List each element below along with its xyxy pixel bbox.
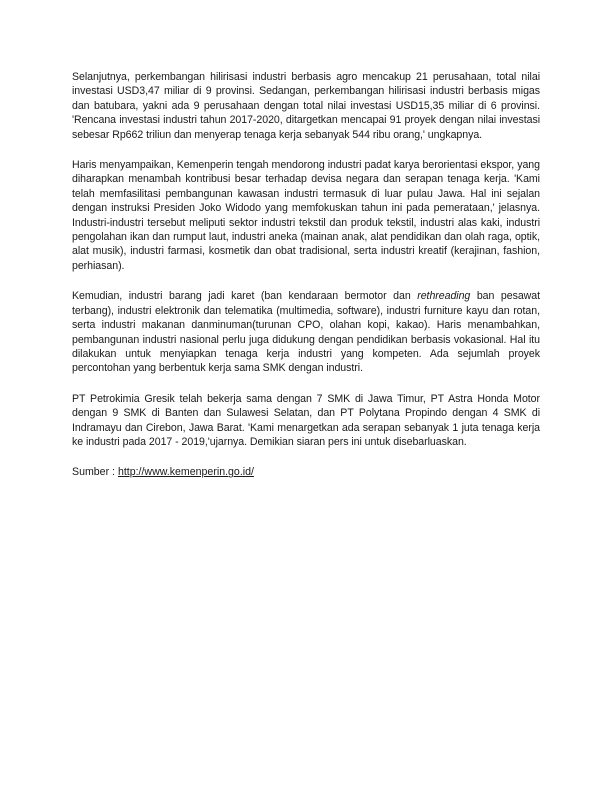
paragraph-text-after: ban pesawat terbang), industri elektronik dan telematika (multimedia, software), industri furniture kayu dan rotan, serta industri makanan danminuman(turunan CPO, olahan kopi, kakao). Haris menambahkan, pembangunan industri nasional perlu juga didukung dengan pendidikan berbasis vokasional. Hal itu dilakukan untuk menyiapkan tenaga kerja industri yang kompeten. Ada sejumlah proyek percontohan yang berbentuk kerja sama SMK dengan industri. [72, 290, 540, 375]
paragraph-hilirisasi: Selanjutnya, perkembangan hilirisasi industri berbasis agro mencakup 21 perusahaan, total nilai investasi USD3,47 miliar di 9 provinsi. Sedangan, perkembangan hilirisasi industri berbasis migas dan batubara, yakni ada 9 perusahaan dengan total nilai investasi USD15,35 miliar di 6 provinsi. 'Rencana investasi industri tahun 2017-2020, ditargetkan mencapai 91 proyek dengan nilai investasi sebesar Rp662 triliun dan menyerap tenaga kerja sebanyak 544 ribu orang,' ungkapnya. [72, 71, 540, 141]
source-line [72, 465, 540, 479]
paragraph-text-before: Kemudian, industri barang jadi karet (ban kendaraan bermotor dan [72, 290, 418, 303]
paragraph-kerja-sama-smk: PT Petrokimia Gresik telah bekerja sama dengan 7 SMK di Jawa Timur, PT Astra Honda Motor dengan 9 SMK di Banten dan Sulawesi Selatan, dan PT Polytana Propindo dengan 4 SMK di Indramayu dan Cirebon, Jawa Barat. 'Kami menargetkan ada serapan sebanyak 1 juta tenaga kerja ke industri pada 2017 - 2019,'ujarnya. Demikian siaran pers ini untuk disebarluaskan. [72, 392, 540, 448]
italic-term: rethreading [417, 290, 471, 303]
document-page [72, 70, 540, 480]
paragraph-industri-padat-karya: Haris menyampaikan, Kemenperin tengah mendorong industri padat karya berorientasi ekspor, yang diharapkan menambah kontribusi besar terhadap devisa negara dan serapan tenaga kerja. 'Kami telah memfasilitasi pembangunan kawasan industri termasuk di luar pulau Jawa. Hal ini sejalan dengan instruksi Presiden Joko Widodo yang memfokuskan tahun ini pada pemerataan,' jelasnya. Industri-industri tersebut meliputi sektor industri tekstil dan produk tekstil, industri alas kaki, industri pengolahan ikan dan rumput laut, industri aneka (mainan anak, alat pendidikan dan olah raga, optik, alat musik), industri farmasi, kosmetik dan obat tradisional, serta industri kreatif (kerajinan, fashion, perhiasan). [72, 159, 540, 272]
paragraph-industri-barang-jadi [72, 289, 540, 375]
source-link[interactable]: http://www.kemenperin.go.id/ [117, 466, 254, 479]
source-label: Sumber : [72, 466, 118, 479]
